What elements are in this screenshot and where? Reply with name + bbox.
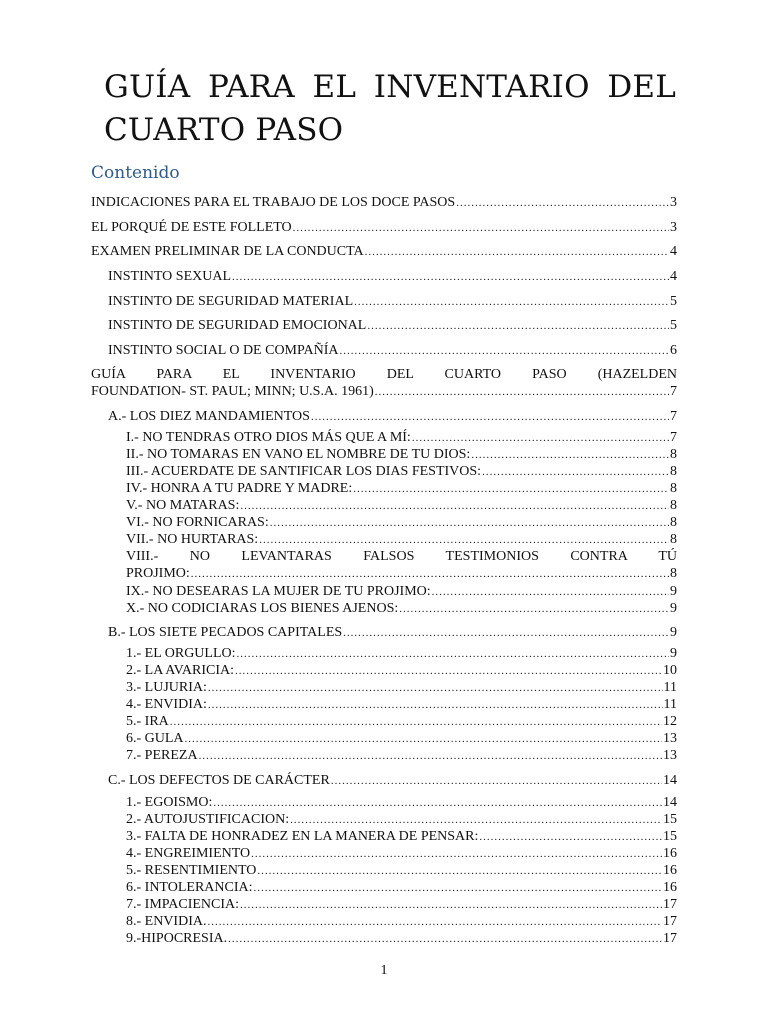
leader-dots: [367, 318, 669, 335]
leader-dots: [185, 731, 662, 748]
toc-entry[interactable]: [126, 896, 677, 914]
leader-dots: [191, 566, 669, 583]
leader-dots: [479, 829, 662, 846]
toc-entry-title: 7.- IMPACIENCIA:: [126, 897, 240, 912]
leader-dots: [331, 773, 662, 790]
toc-entry-title: 2.- AUTOJUSTIFICACION:: [126, 812, 290, 827]
toc-entry-title-line1: GUÍA PARA EL INVENTARIO DEL CUARTO PASO (HAZELDEN: [91, 367, 677, 382]
leader-dots: [375, 384, 669, 401]
leader-dots: [251, 846, 662, 863]
toc-entry-title: 9.-HIPOCRESIA.: [126, 931, 228, 946]
toc-entry[interactable]: [126, 446, 677, 464]
toc-entry-title: 4.- ENGREIMIENTO: [126, 846, 251, 861]
toc-entry[interactable]: [108, 624, 677, 642]
toc-entry-title: VI.- NO FORNICARAS:: [126, 515, 269, 530]
toc-page-number: 8: [670, 515, 677, 530]
toc-page-number: 16: [663, 880, 677, 895]
toc-entry-title: 1.- EGOISMO:: [126, 795, 213, 810]
document-title: GUÍA PARA EL INVENTARIO DEL CUARTO PASO: [104, 69, 676, 148]
toc-entry-title: INSTINTO SOCIAL O DE COMPAÑÍA: [108, 343, 339, 358]
toc-entry-title: B.- LOS SIETE PECADOS CAPITALES: [108, 625, 343, 640]
toc-entry-title: III.- ACUERDATE DE SANTIFICAR LOS DIAS FESTIVOS:: [126, 464, 482, 479]
toc-page-number: 9: [670, 584, 677, 599]
leader-dots: [228, 931, 662, 948]
leader-dots: [311, 409, 669, 426]
toc-page-number: 12: [663, 714, 677, 729]
leader-dots: [208, 680, 663, 697]
leader-dots: [290, 812, 662, 829]
toc-page-number: 9: [670, 601, 677, 616]
leader-dots: [232, 269, 669, 286]
leader-dots: [482, 464, 669, 481]
toc-entry-title: 1.- EL ORGULLO:: [126, 646, 236, 661]
toc-page-number: 13: [663, 731, 677, 746]
toc-entry-title: IX.- NO DESEARAS LA MUJER DE TU PROJIMO:: [126, 584, 431, 599]
toc-entry[interactable]: [126, 463, 677, 481]
toc-entry-title: INSTINTO DE SEGURIDAD EMOCIONAL: [108, 318, 367, 333]
toc-entry-title: IV.- HONRA A TU PADRE Y MADRE:: [126, 481, 353, 496]
toc-page-number: 11: [663, 697, 677, 712]
toc-entry[interactable]: [91, 194, 677, 212]
toc-page-number: 17: [663, 931, 677, 946]
toc-entry[interactable]: [126, 879, 677, 897]
toc-page-number: 4: [670, 244, 677, 259]
leader-dots: [207, 914, 662, 931]
toc-page-number: 8: [670, 447, 677, 462]
toc-page-number: 3: [670, 195, 677, 210]
leader-dots: [257, 863, 662, 880]
toc-entry[interactable]: [126, 480, 677, 498]
toc-entry-title: EXAMEN PRELIMINAR DE LA CONDUCTA: [91, 244, 364, 259]
leader-dots: [399, 601, 669, 618]
toc-entry[interactable]: [126, 679, 677, 697]
leader-dots: [471, 447, 669, 464]
leader-dots: [412, 430, 669, 447]
toc-entry[interactable]: [126, 811, 677, 829]
toc-page-number: 6: [670, 343, 677, 358]
toc-page-number: 7: [670, 409, 677, 424]
toc-entry-title: 3.- FALTA DE HONRADEZ EN LA MANERA DE PENSAR:: [126, 829, 479, 844]
toc-entry[interactable]: [126, 696, 677, 714]
leader-dots: [353, 481, 669, 498]
toc-entry[interactable]: [91, 243, 677, 261]
leader-dots: [340, 343, 670, 360]
toc-page-number: 9: [670, 625, 677, 640]
toc-page-number: 16: [663, 863, 677, 878]
toc-page-number: 5: [670, 294, 677, 309]
toc-entry[interactable]: [91, 219, 677, 237]
toc-entry[interactable]: [126, 828, 677, 846]
toc-entry[interactable]: [108, 772, 677, 790]
toc-entry[interactable]: [108, 342, 677, 360]
toc-page-number: 8: [670, 464, 677, 479]
leader-dots: [259, 532, 669, 549]
leader-dots: [432, 584, 669, 601]
leader-dots: [456, 195, 669, 212]
toc-entry[interactable]: [108, 408, 677, 426]
toc-entry-title: 6.- INTOLERANCIA:: [126, 880, 253, 895]
leader-dots: [237, 646, 669, 663]
toc-entry[interactable]: [108, 268, 677, 286]
toc-page-number: 9: [670, 646, 677, 661]
toc-page-number: 11: [663, 680, 677, 695]
toc-entry-title: 3.- LUJURIA:: [126, 680, 207, 695]
toc-page-number: 8: [670, 498, 677, 513]
leader-dots: [293, 220, 669, 237]
toc-entry-title: 4.- ENVIDIA:: [126, 697, 207, 712]
toc-entry[interactable]: [126, 497, 677, 515]
toc-entry[interactable]: [126, 862, 677, 880]
toc-entry[interactable]: [126, 845, 677, 863]
toc-entry-title: I.- NO TENDRAS OTRO DIOS MÁS QUE A MÍ:: [126, 430, 411, 445]
toc-entry[interactable]: [126, 730, 677, 748]
toc-entry[interactable]: [126, 747, 677, 765]
toc-page-number: 5: [670, 318, 677, 333]
toc-page-number: 7: [670, 384, 677, 399]
toc-entry-title: II.- NO TOMARAS EN VANO EL NOMBRE DE TU DIOS:: [126, 447, 471, 462]
toc-page-number: 16: [663, 846, 677, 861]
toc-entry-title: INSTINTO SEXUAL: [108, 269, 232, 284]
toc-entry[interactable]: [126, 930, 677, 948]
toc-entry-title: 7.- PEREZA: [126, 748, 198, 763]
toc-entry[interactable]: [126, 429, 677, 447]
toc-entry-title: 6.- GULA: [126, 731, 184, 746]
toc-entry-title: 5.- RESENTIMIENTO: [126, 863, 257, 878]
toc-entry-title: A.- LOS DIEZ MANDAMIENTOS: [108, 409, 310, 424]
toc-page-number: 8: [670, 481, 677, 496]
leader-dots: [170, 714, 662, 731]
toc-page-number: 8: [670, 532, 677, 547]
toc-entry-title-line2: FOUNDATION- ST. PAUL; MINN; U.S.A. 1961): [91, 384, 374, 399]
contents-heading: Contenido: [91, 163, 180, 183]
toc-entry[interactable]: [126, 645, 677, 663]
page-number: 1: [380, 963, 388, 978]
toc-page-number: 10: [663, 663, 677, 678]
toc-page-number: 13: [663, 748, 677, 763]
toc-page-number: 17: [663, 914, 677, 929]
toc-entry-title: INDICACIONES PARA EL TRABAJO DE LOS DOCE PASOS: [91, 195, 456, 210]
toc-page-number: 14: [663, 773, 677, 788]
leader-dots: [354, 294, 669, 311]
toc-page-number: 14: [663, 795, 677, 810]
toc-entry[interactable]: [126, 713, 677, 731]
toc-page-number: 4: [670, 269, 677, 284]
leader-dots: [199, 748, 662, 765]
toc-entry-title-line1: VIII.- NO LEVANTARAS FALSOS TESTIMONIOS CONTRA TÚ: [126, 549, 677, 564]
leader-dots: [254, 880, 662, 897]
toc-entry[interactable]: [108, 317, 677, 335]
toc-page-number: 15: [663, 812, 677, 827]
toc-entry-title: EL PORQUÉ DE ESTE FOLLETO: [91, 220, 292, 235]
leader-dots: [365, 244, 669, 261]
toc-entry-title: 2.- LA AVARICIA:: [126, 663, 235, 678]
leader-dots: [208, 697, 663, 714]
toc-entry[interactable]: [108, 293, 677, 311]
leader-dots: [240, 498, 669, 515]
toc-entry[interactable]: [126, 548, 677, 583]
leader-dots: [270, 515, 669, 532]
toc-entry[interactable]: [91, 366, 677, 401]
toc-page-number: 15: [663, 829, 677, 844]
toc-entry-title: INSTINTO DE SEGURIDAD MATERIAL: [108, 294, 354, 309]
toc-entry[interactable]: [126, 794, 677, 812]
toc-page-number: 17: [663, 897, 677, 912]
toc-entry-title: 8.- ENVIDIA.: [126, 914, 207, 929]
toc-entry[interactable]: [126, 913, 677, 931]
toc-entry[interactable]: [126, 583, 677, 601]
toc-entry-title: X.- NO CODICIARAS LOS BIENES AJENOS:: [126, 601, 399, 616]
toc-entry[interactable]: [126, 514, 677, 532]
leader-dots: [343, 625, 669, 642]
toc-entry[interactable]: [126, 600, 677, 618]
leader-dots: [235, 663, 662, 680]
toc-entry-title: VII.- NO HURTARAS:: [126, 532, 259, 547]
leader-dots: [213, 795, 662, 812]
toc-page-number: 7: [670, 430, 677, 445]
toc-entry-title: C.- LOS DEFECTOS DE CARÁCTER: [108, 773, 330, 788]
toc-page-number: 8: [670, 566, 677, 581]
toc-page-number: 3: [670, 220, 677, 235]
toc-entry-title: V.- NO MATARAS:: [126, 498, 240, 513]
toc-entry[interactable]: [126, 531, 677, 549]
toc-entry-title: 5.- IRA: [126, 714, 169, 729]
toc-entry-title-line2: PROJIMO:: [126, 566, 190, 581]
leader-dots: [240, 897, 662, 914]
toc-entry[interactable]: [126, 662, 677, 680]
